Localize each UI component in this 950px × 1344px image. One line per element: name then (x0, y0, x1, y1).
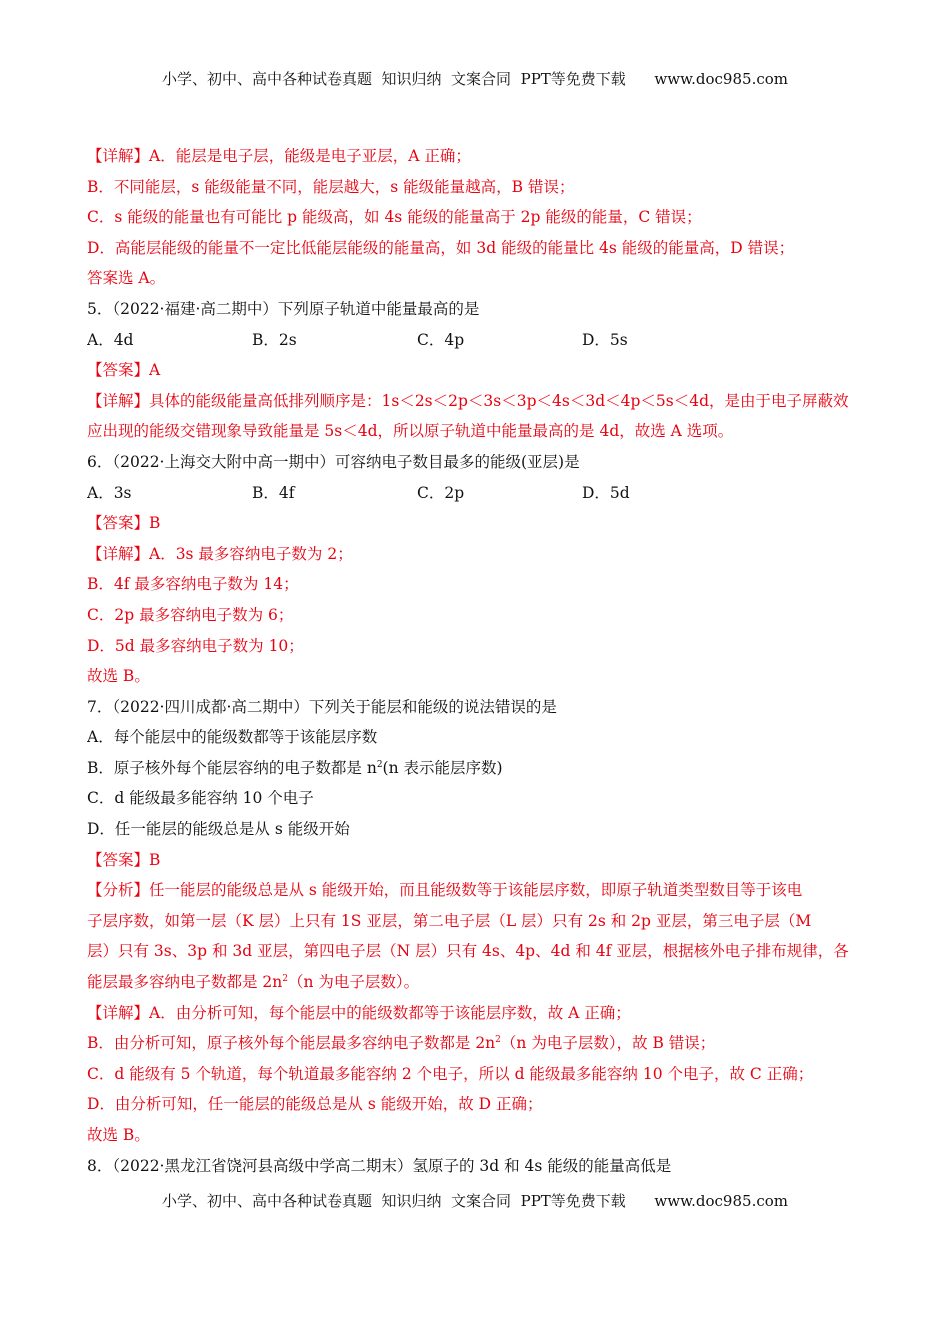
q7-option-d: D．任一能层的能级总是从 s 能级开始 (87, 820, 350, 839)
q7-option-c: C．d 能级最多能容纳 10 个电子 (87, 789, 314, 808)
q6-explain-line: D．5d 最多容纳电子数为 10； (87, 636, 304, 655)
q5-options (87, 325, 877, 356)
q7-explain-line: 【详解】A．由分析可知，每个能层中的能级数都等于该能层序数，故 A 正确； (87, 1003, 631, 1022)
q7-explain-text-tail: （n 为电子层数），故 B 错误； (500, 1034, 716, 1053)
superscript: 2 (495, 1035, 501, 1046)
q5-option-b: B．2s (252, 330, 297, 349)
q4-explain-line: 【详解】A．能层是电子层，能级是电子亚层，A 正确； (87, 147, 471, 165)
superscript: 2 (282, 974, 289, 985)
superscript: 2 (376, 759, 383, 770)
q8-stem: 8．（2022·黑龙江省饶河县高级中学高二期末）氢原子的 3d 和 4s 能级的能量高低是 (87, 1156, 672, 1175)
q7-option-b (87, 753, 877, 784)
q7-analysis-text-tail: （n 为电子层数）。 (288, 973, 420, 992)
q6-option-d: D．5d (582, 483, 630, 502)
q6-option-b: B．4f (252, 483, 295, 502)
q6-conclusion: 故选 B。 (87, 667, 150, 686)
q6-answer: 【答案】B (87, 514, 161, 533)
q6-stem: 6．（2022·上海交大附中高一期中）可容纳电子数目最多的能级(亚层)是 (87, 452, 580, 471)
q5-option-a: A．4d (87, 330, 134, 349)
q5-answer: 【答案】A (87, 361, 161, 380)
q4-conclusion: 答案选 A。 (87, 269, 166, 288)
q4-explain-line: B．不同能层，s 能级能量不同，能层越大，s 能级能量越高，B 错误； (87, 177, 575, 196)
q6-options (87, 478, 877, 509)
q4-explain-line: D．高能层能级的能量不一定比低能层能级的能量高，如 3d 能级的能量比 4s 能级的能量高，D 错误； (87, 238, 795, 257)
q7-explain-line: C．d 能级有 5 个轨道，每个轨道最多能容纳 2 个电子，所以 d 能级最多能容纳 10 个电子，故 C 正确； (87, 1064, 814, 1083)
page-footer: 小学、初中、高中各种试卷真题 知识归纳 文案合同 PPT等免费下载 www.doc985.com (161, 1192, 788, 1210)
q7-option-b-text: B．原子核外每个能层容纳的电子数都是 n (87, 758, 377, 777)
q6-explain-line: C．2p 最多容纳电子数为 6； (87, 605, 294, 624)
q5-option-c: C．4p (417, 330, 465, 349)
q7-option-b-text-tail: (n 表示能层序数) (382, 758, 503, 777)
q7-analysis-line: 子层序数，如第一层（K 层）上只有 1S 亚层，第二电子层（L 层）只有 2s 和 2p 亚层，第三电子层（M (87, 911, 812, 930)
q7-analysis-line: 【分析】任一能层的能级总是从 s 能级开始，而且能级数等于该能层序数，即原子轨道类型数目等于该电 (87, 881, 803, 900)
q6-explain-line: B．4f 最多容纳电子数为 14； (87, 575, 299, 594)
q6-explain-line: 【详解】A．3s 最多容纳电子数为 2； (87, 544, 353, 563)
q6-option-c: C．2p (417, 483, 465, 502)
q4-explain-line: C．s 能级的能量也有可能比 p 能级高，如 4s 能级的能量高于 2p 能级的能量，C 错误； (87, 208, 702, 227)
page-header: 小学、初中、高中各种试卷真题 知识归纳 文案合同 PPT等免费下载 www.doc985.com (161, 70, 788, 88)
q7-answer: 【答案】B (87, 850, 161, 869)
q7-explain-text: B．由分析可知，原子核外每个能层最多容纳电子数都是 2n (87, 1034, 496, 1053)
q5-option-d: D．5s (582, 330, 628, 349)
q7-stem: 7．（2022·四川成都·高二期中）下列关于能层和能级的说法错误的是 (87, 697, 557, 716)
q7-option-a: A．每个能层中的能级数都等于该能层序数 (87, 728, 378, 747)
q5-stem: 5．（2022·福建·高二期中）下列原子轨道中能量最高的是 (87, 299, 480, 318)
q7-analysis-line: 层）只有 3s、3p 和 3d 亚层，第四电子层（N 层）只有 4s、4p、4d 和 4f 亚层，根据核外电子排布规律，各 (87, 942, 849, 961)
q7-conclusion: 故选 B。 (87, 1126, 150, 1144)
document-body (87, 141, 877, 1181)
q7-analysis-line (87, 967, 877, 998)
q6-option-a: A．3s (87, 483, 132, 502)
q7-explain-line (87, 1028, 877, 1059)
q7-explain-line: D．由分析可知，任一能层的能级总是从 s 能级开始，故 D 正确； (87, 1095, 543, 1114)
q7-analysis-text: 能层最多容纳电子数都是 2n (87, 973, 283, 992)
q5-explain-line: 应出现的能级交错现象导致能量是 5s＜4d，所以原子轨道中能量最高的是 4d，故选 A 选项。 (87, 422, 734, 441)
q5-explain-line: 【详解】具体的能级能量高低排列顺序是：1s＜2s＜2p＜3s＜3p＜4s＜3d＜4p＜5s＜4d，是由于电子屏蔽效 (87, 391, 849, 410)
